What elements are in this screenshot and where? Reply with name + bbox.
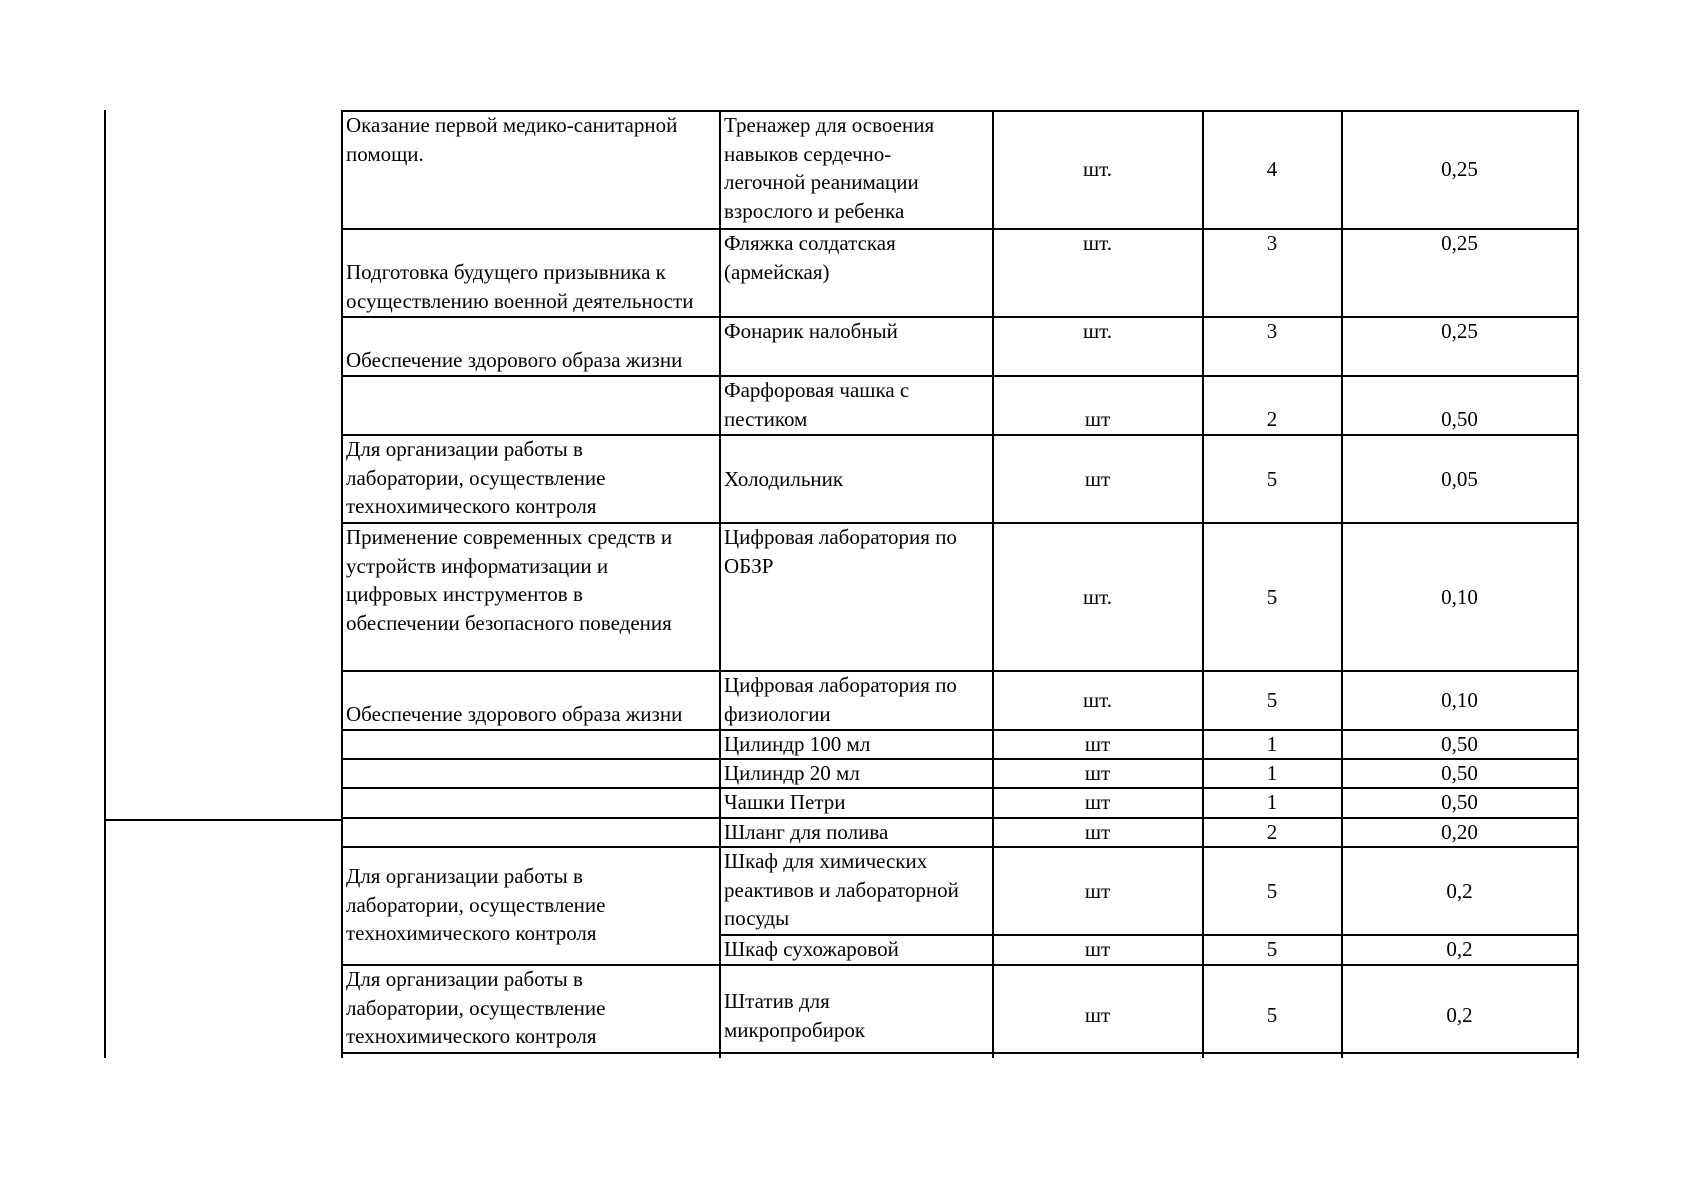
norm-cell: 0,25 [1441,231,1478,255]
item-cell: Фарфоровая чашка с пестиком [724,378,910,431]
norm-cell: 0,50 [1441,407,1478,431]
item-cell: Штатив для микропробирок [724,989,866,1042]
unit-cell: шт. [1082,319,1113,343]
unit-cell: шт [1084,790,1111,814]
qty-cell: 2 [1266,407,1278,431]
topic-cell: Применение современных средств и устройств информатизации и цифровых инструментов в обеспечении безопасного поведения [346,525,673,635]
section-divider-rule [104,819,342,821]
norm-cell: 0,20 [1441,820,1478,844]
topic-cell: Для организации работы в лаборатории, осуществление технохимического контроля [346,864,606,945]
topic-cell: Для организации работы в лаборатории, осуществление технохимического контроля [346,967,606,1048]
qty-cell: 1 [1266,761,1278,785]
unit-cell: шт [1084,407,1111,431]
qty-cell: 5 [1266,688,1278,712]
item-cell: Цилиндр 20 мл [724,761,860,785]
qty-cell: 1 [1266,790,1278,814]
norm-cell: 0,2 [1446,1003,1473,1027]
unit-cell: шт [1084,761,1111,785]
item-cell: Шланг для полива [724,820,889,844]
qty-cell: 2 [1266,820,1278,844]
topic-cell: Обеспечение здорового образа жизни [346,702,683,726]
item-cell: Чашки Петри [724,790,846,814]
norm-cell: 0,10 [1441,585,1478,609]
item-cell: Шкаф сухожаровой [724,937,899,961]
topic-cell: Обеспечение здорового образа жизни [346,348,683,372]
item-cell: Цифровая лаборатория по ОБЗР [724,525,957,578]
unit-cell: шт [1084,937,1111,961]
item-cell: Холодильник [724,467,844,491]
unit-cell: шт [1084,467,1111,491]
norm-cell: 0,50 [1441,790,1478,814]
unit-cell: шт. [1082,585,1113,609]
qty-cell: 5 [1266,879,1278,903]
qty-cell: 5 [1266,937,1278,961]
topic-cell: Подготовка будущего призывника к осуществлению военной деятельности [346,260,694,313]
unit-cell: шт [1084,732,1111,756]
qty-cell: 1 [1266,732,1278,756]
norm-cell: 0,50 [1441,761,1478,785]
qty-cell: 5 [1266,467,1278,491]
norm-cell: 0,2 [1446,937,1473,961]
unit-cell: шт [1084,820,1111,844]
norm-cell: 0,2 [1446,879,1473,903]
topic-cell: Оказание первой медико-санитарной помощи. [346,113,678,166]
col-rule [1577,110,1579,1058]
norm-cell: 0,25 [1441,157,1478,181]
qty-cell: 5 [1266,1003,1278,1027]
item-cell: Цилиндр 100 мл [724,732,871,756]
item-cell: Тренажер для освоения навыков сердечно- легочной реанимации взрослого и ребенка [724,113,935,223]
qty-cell: 3 [1266,319,1278,343]
left-margin-rule [104,110,106,1058]
unit-cell: шт. [1082,688,1113,712]
norm-cell: 0,10 [1441,688,1478,712]
unit-cell: шт. [1082,231,1113,255]
unit-cell: шт [1084,879,1111,903]
unit-cell: шт. [1082,157,1113,181]
norm-cell: 0,05 [1441,467,1478,491]
item-cell: Фонарик налобный [724,319,898,343]
unit-cell: шт [1084,1003,1111,1027]
qty-cell: 5 [1266,585,1278,609]
item-cell: Фляжка солдатская (армейская) [724,231,896,284]
topic-cell: Для организации работы в лаборатории, осуществление технохимического контроля [346,437,606,518]
item-cell: Цифровая лаборатория по физиологии [724,673,957,726]
norm-cell: 0,25 [1441,319,1478,343]
qty-cell: 3 [1266,231,1278,255]
norm-cell: 0,50 [1441,732,1478,756]
qty-cell: 4 [1266,157,1278,181]
row-rule [341,1052,1579,1054]
item-cell: Шкаф для химических реактивов и лабораторной посуды [724,849,959,930]
